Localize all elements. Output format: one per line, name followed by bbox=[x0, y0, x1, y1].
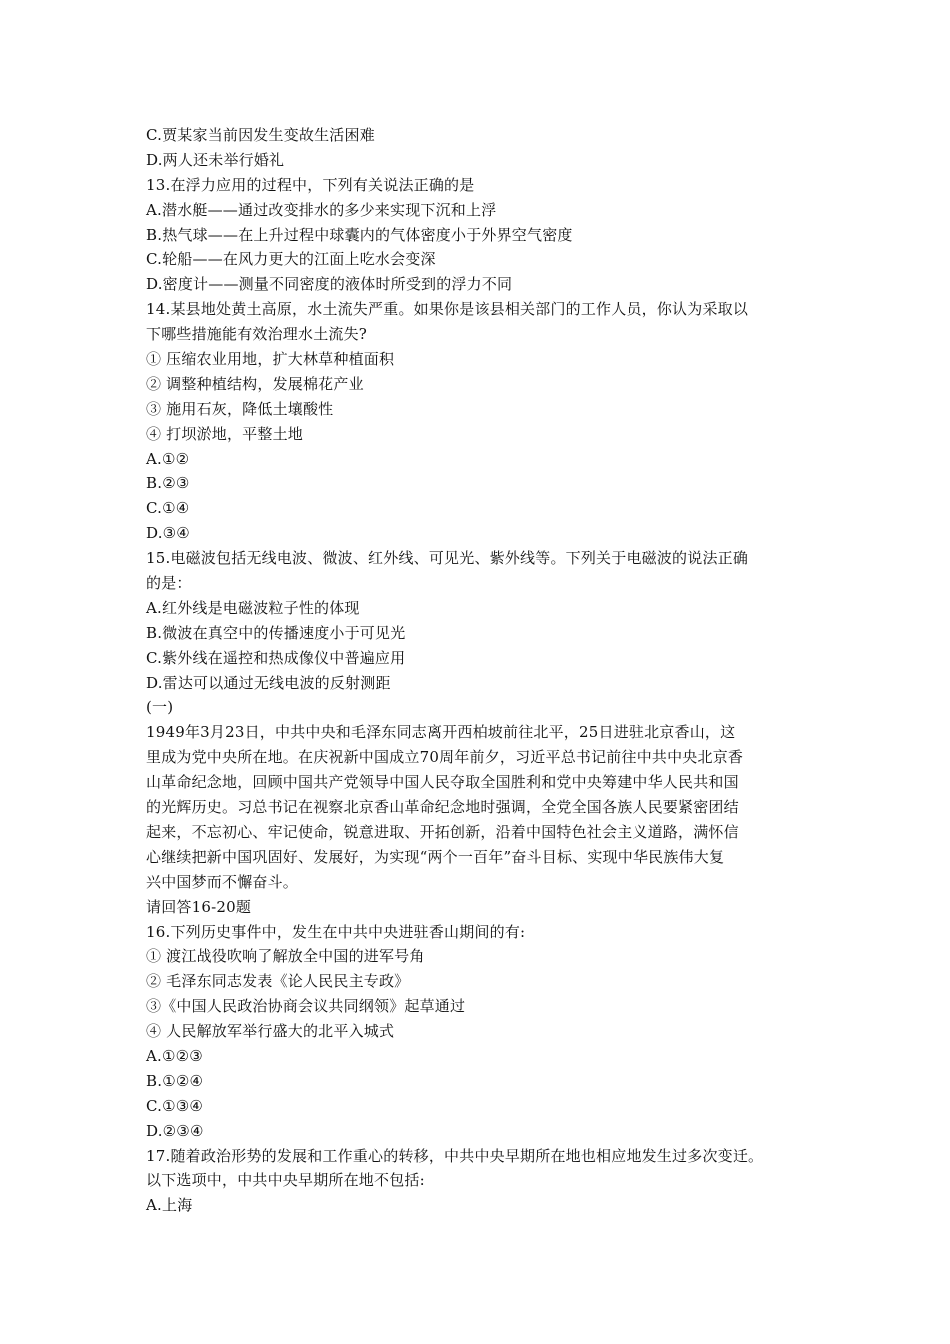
text-line: ② 调整种植结构，发展棉花产业 bbox=[146, 374, 364, 393]
document-page bbox=[146, 123, 826, 1218]
text-line: B.①②④ bbox=[146, 1071, 204, 1090]
text-line: A.①②③ bbox=[146, 1046, 203, 1065]
text-line: B.热气球——在上升过程中球囊内的气体密度小于外界空气密度 bbox=[146, 225, 573, 244]
text-line: D.密度计——测量不同密度的液体时所受到的浮力不同 bbox=[146, 275, 513, 294]
text-line: C.轮船——在风力更大的江面上吃水会变深 bbox=[146, 250, 436, 269]
text-line: 1949年3月23日，中共中央和毛泽东同志离开西柏坡前往北平，25日进驻北京香山，这 bbox=[146, 723, 736, 742]
text-line: ② 毛泽东同志发表《论人民民主专政》 bbox=[146, 972, 410, 991]
text-line: 的是： bbox=[146, 574, 192, 593]
text-line: 山革命纪念地，回顾中国共产党领导中国人民夺取全国胜利和党中央筹建中华人民共和国 bbox=[146, 773, 739, 792]
text-line: D.③④ bbox=[146, 524, 190, 543]
text-line: 下哪些措施能有效治理水土流失? bbox=[146, 325, 368, 344]
text-line: ④ 打坝淤地，平整土地 bbox=[146, 424, 303, 443]
text-line: 心继续把新中国巩固好、发展好，为实现“两个一百年”奋斗目标、实现中华民族伟大复 bbox=[146, 847, 725, 866]
text-line: D.②③④ bbox=[146, 1121, 204, 1140]
text-line: B.微波在真空中的传播速度小于可见光 bbox=[146, 623, 406, 642]
text-line: 14.某县地处黄土高原，水土流失严重。如果你是该县相关部门的工作人员，你认为采取以 bbox=[146, 300, 749, 319]
text-line: B.②③ bbox=[146, 474, 190, 493]
text-line: 15.电磁波包括无线电波、微波、红外线、可见光、紫外线等。下列关于电磁波的说法正确 bbox=[146, 549, 749, 568]
text-line: C.①④ bbox=[146, 499, 190, 518]
text-line: 13.在浮力应用的过程中，下列有关说法正确的是 bbox=[146, 175, 475, 194]
text-line: C.贾某家当前因发生变故生活困难 bbox=[146, 126, 375, 144]
text-line: D.两人还未举行婚礼 bbox=[146, 150, 285, 169]
text-line: 以下选项中，中共中央早期所在地不包括: bbox=[146, 1171, 425, 1190]
text-line: 的光辉历史。习总书记在视察北京香山革命纪念地时强调，全党全国各族人民要紧密团结 bbox=[146, 798, 739, 817]
text-line: A.潜水艇——通过改变排水的多少来实现下沉和上浮 bbox=[146, 200, 497, 219]
text-line: ① 渡江战役吹响了解放全中国的进军号角 bbox=[146, 947, 425, 966]
text-line: A.上海 bbox=[146, 1196, 193, 1215]
text-line: A.红外线是电磁波粒子性的体现 bbox=[146, 598, 360, 617]
text-line: D.雷达可以通过无线电波的反射测距 bbox=[146, 673, 391, 692]
text-line: ③《中国人民政治协商会议共同纲领》起草通过 bbox=[146, 997, 466, 1016]
text-line: C.①③④ bbox=[146, 1096, 204, 1115]
text-line: ① 压缩农业用地，扩大林草种植面积 bbox=[146, 350, 395, 369]
text-line: 起来，不忘初心、牢记使命，锐意进取、开拓创新，沿着中国特色社会主义道路，满怀信 bbox=[146, 822, 739, 841]
text-line: 里成为党中央所在地。在庆祝新中国成立70周年前夕，习近平总书记前往中共中央北京香 bbox=[146, 748, 744, 767]
text-line: (一) bbox=[146, 698, 174, 717]
text-line: ④ 人民解放军举行盛大的北平入城式 bbox=[146, 1022, 395, 1041]
text-line: 请回答16-20题 bbox=[146, 897, 252, 916]
text-line: 17.随着政治形势的发展和工作重心的转移，中共中央早期所在地也相应地发生过多次变迁。 bbox=[146, 1146, 764, 1165]
text-line: 兴中国梦而不懈奋斗。 bbox=[146, 872, 299, 891]
text-line: ③ 施用石灰，降低土壤酸性 bbox=[146, 399, 334, 418]
text-line: C.紫外线在遥控和热成像仪中普遍应用 bbox=[146, 648, 406, 667]
text-line: A.①② bbox=[146, 449, 190, 468]
text-line: 16.下列历史事件中，发生在中共中央进驻香山期间的有: bbox=[146, 922, 526, 941]
